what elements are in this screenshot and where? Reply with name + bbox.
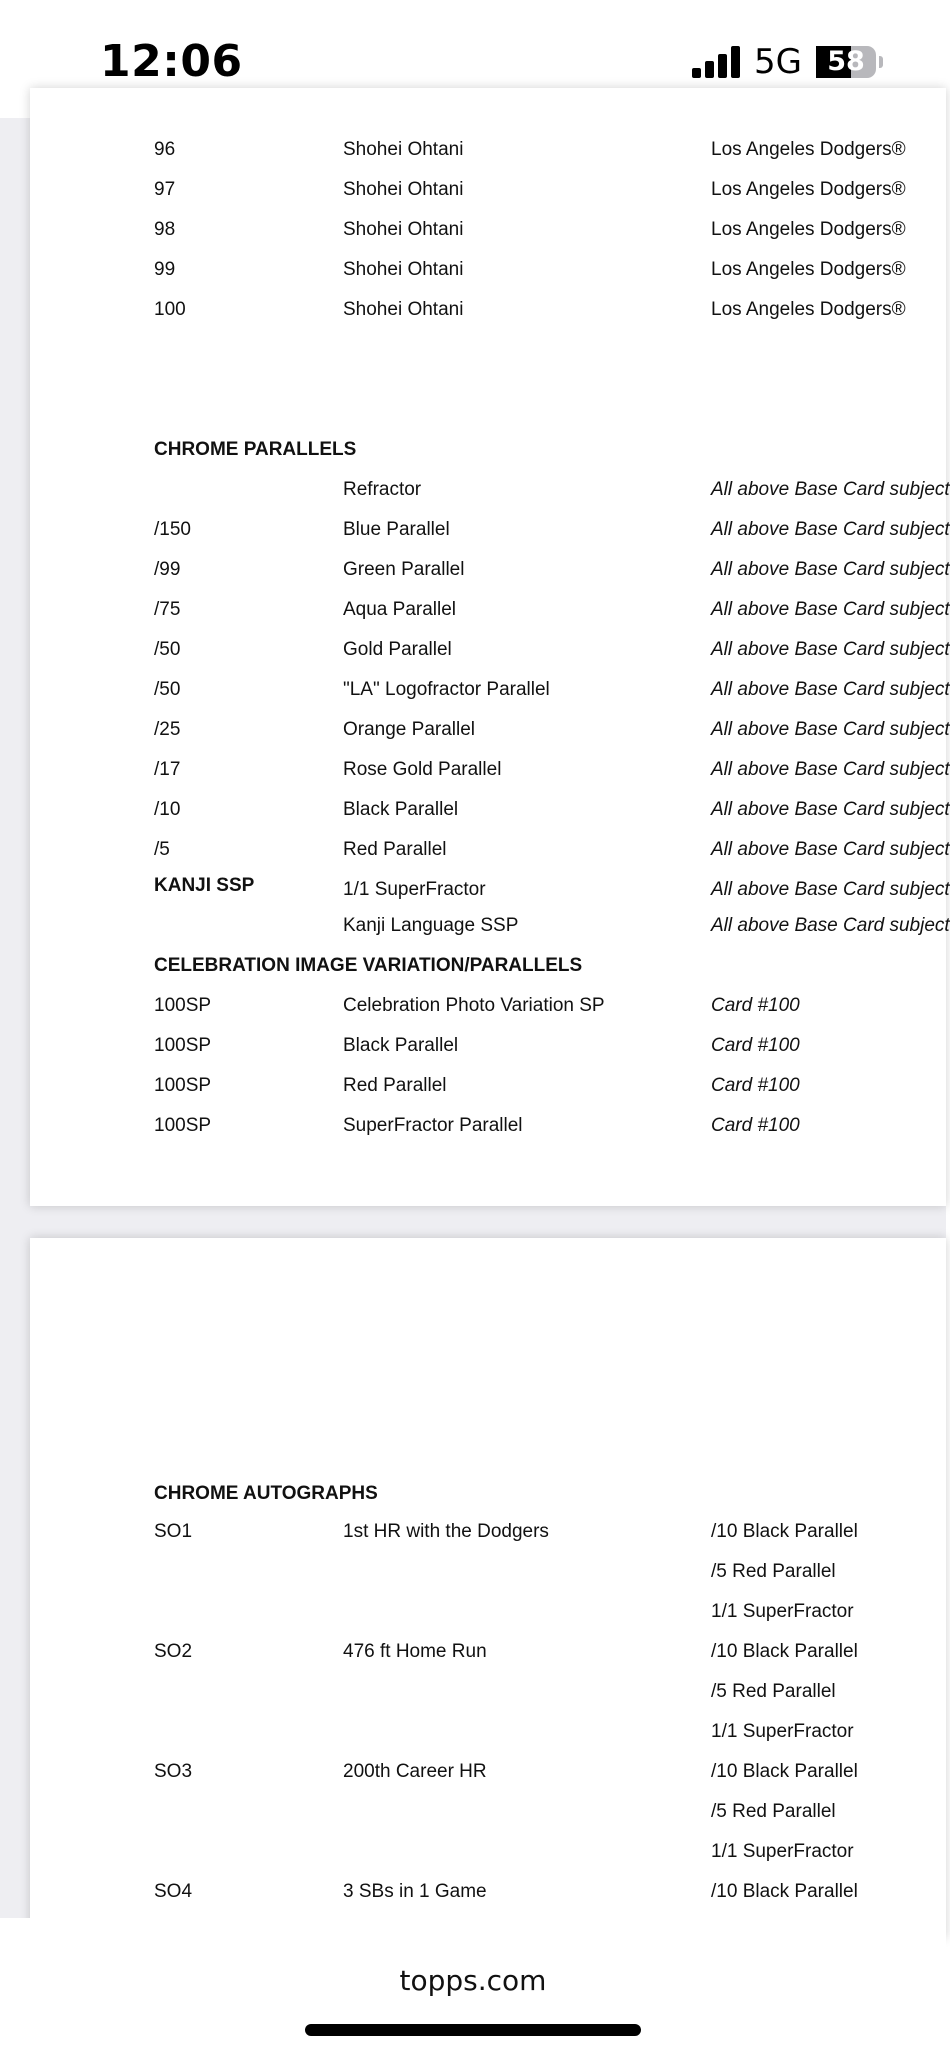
parallel-name: Blue Parallel [343, 519, 450, 540]
parallel-note: All above Base Card subject [711, 839, 950, 860]
parallel-note: All above Base Card subject [711, 799, 950, 820]
variation-name: SuperFractor Parallel [343, 1115, 523, 1136]
card-team: Los Angeles Dodgers® [711, 179, 906, 200]
section-heading-celebration: CELEBRATION IMAGE VARIATION/PARALLELS [154, 955, 583, 976]
table-row [30, 710, 950, 750]
autograph-parallel: 1/1 SuperFractor [711, 1841, 854, 1862]
autograph-parallel: 1/1 SuperFractor [711, 1601, 854, 1622]
parallel-name: "LA" Logofractor Parallel [343, 679, 550, 700]
variation-name: Celebration Photo Variation SP [343, 995, 605, 1016]
print-run: /99 [154, 559, 181, 580]
autograph-subject: 476 ft Home Run [343, 1641, 487, 1662]
card-number: 100SP [154, 1115, 212, 1136]
card-number: SO3 [154, 1761, 193, 1782]
table-row [30, 1066, 946, 1106]
table-row [30, 130, 946, 170]
print-run: /25 [154, 719, 181, 740]
parallel-note: All above Base Card subject [711, 679, 950, 700]
card-player: Shohei Ohtani [343, 139, 464, 160]
table-row [30, 906, 950, 946]
parallel-name: Kanji Language SSP [343, 915, 519, 936]
table-row [30, 986, 946, 1026]
card-number: 100SP [154, 995, 212, 1016]
card-number: 98 [154, 219, 176, 240]
browser-url-bar[interactable] [0, 1918, 946, 2048]
parallel-name: Aqua Parallel [343, 599, 457, 620]
parallel-note: All above Base Card subject [711, 759, 950, 780]
card-number: SO2 [154, 1641, 193, 1662]
battery-percentage: 58 [827, 46, 865, 77]
parallel-note: All above Base Card subject [711, 479, 950, 500]
table-row [30, 290, 946, 330]
card-number: SO4 [154, 1881, 193, 1902]
table-row [30, 470, 950, 510]
table-row [30, 1672, 946, 1712]
card-number: 99 [154, 259, 176, 280]
autograph-parallel: 1/1 SuperFractor [711, 1721, 854, 1742]
parallel-name: Green Parallel [343, 559, 465, 580]
table-row [30, 1026, 946, 1066]
autograph-parallel: /5 Red Parallel [711, 1681, 836, 1702]
table-row [30, 510, 950, 550]
card-player: Shohei Ohtani [343, 259, 464, 280]
autograph-subject: 3 SBs in 1 Game [343, 1881, 487, 1902]
table-row [30, 170, 946, 210]
table-row [30, 1512, 946, 1552]
print-run: /10 [154, 799, 181, 820]
print-run: /50 [154, 679, 181, 700]
autograph-parallel: /5 Red Parallel [711, 1801, 836, 1822]
print-run: /50 [154, 639, 181, 660]
parallel-name: Rose Gold Parallel [343, 759, 502, 780]
table-row [30, 1872, 946, 1912]
table-row [30, 550, 950, 590]
variation-note: Card #100 [711, 1115, 800, 1136]
card-number: 100SP [154, 1035, 212, 1056]
document-page-2 [30, 1238, 946, 1938]
table-row [30, 210, 946, 250]
print-run: /75 [154, 599, 181, 620]
parallel-name: Red Parallel [343, 839, 447, 860]
variation-note: Card #100 [711, 1035, 800, 1056]
table-row [30, 1552, 946, 1592]
card-team: Los Angeles Dodgers® [711, 259, 906, 280]
card-number: 96 [154, 139, 176, 160]
parallel-name: Gold Parallel [343, 639, 452, 660]
table-row [30, 1712, 946, 1752]
card-team: Los Angeles Dodgers® [711, 299, 906, 320]
parallel-note: All above Base Card subject [711, 559, 950, 580]
card-team: Los Angeles Dodgers® [711, 219, 906, 240]
autograph-parallel: /10 Black Parallel [711, 1521, 858, 1542]
table-row [30, 590, 950, 630]
url-text[interactable]: topps.com [399, 1964, 547, 1997]
document-viewer[interactable] [0, 118, 950, 1918]
parallel-note: All above Base Card subject [711, 599, 950, 620]
parallel-note: All above Base Card subject [711, 879, 950, 900]
table-row [30, 790, 950, 830]
autograph-parallel: /10 Black Parallel [711, 1761, 858, 1782]
variation-note: Card #100 [711, 1075, 800, 1096]
variation-name: Red Parallel [343, 1075, 447, 1096]
autograph-subject: 200th Career HR [343, 1761, 487, 1782]
section-heading-kanji-ssp: KANJI SSP [154, 875, 255, 896]
print-run: /150 [154, 519, 191, 540]
battery-nub [879, 56, 883, 68]
section-heading-chrome-autographs: CHROME AUTOGRAPHS [154, 1483, 378, 1504]
parallel-note: All above Base Card subject [711, 519, 950, 540]
parallel-name: Black Parallel [343, 799, 459, 820]
document-page-1 [30, 88, 950, 1206]
card-player: Shohei Ohtani [343, 179, 464, 200]
table-row [30, 830, 950, 870]
table-row [30, 1792, 946, 1832]
table-row [30, 1592, 946, 1632]
parallel-note: All above Base Card subject [711, 719, 950, 740]
home-indicator[interactable] [305, 2024, 641, 2036]
card-number: 97 [154, 179, 176, 200]
autograph-parallel: /10 Black Parallel [711, 1641, 858, 1662]
card-number: 100SP [154, 1075, 212, 1096]
table-row [30, 630, 950, 670]
battery-icon [816, 46, 876, 78]
table-row [30, 1632, 946, 1672]
card-team: Los Angeles Dodgers® [711, 139, 906, 160]
table-row [30, 750, 950, 790]
variation-note: Card #100 [711, 995, 800, 1016]
autograph-subject: 1st HR with the Dodgers [343, 1521, 549, 1542]
parallel-name: 1/1 SuperFractor [343, 879, 486, 900]
parallel-name: Orange Parallel [343, 719, 476, 740]
section-heading-chrome-parallels: CHROME PARALLELS [154, 439, 357, 460]
card-player: Shohei Ohtani [343, 299, 464, 320]
parallel-note: All above Base Card subject [711, 639, 950, 660]
table-row [30, 1106, 946, 1146]
network-type: 5G [754, 42, 802, 82]
autograph-parallel: /5 Red Parallel [711, 1561, 836, 1582]
variation-name: Black Parallel [343, 1035, 459, 1056]
table-row [30, 1752, 946, 1792]
card-number: 100 [154, 299, 186, 320]
print-run: /5 [154, 839, 170, 860]
card-player: Shohei Ohtani [343, 219, 464, 240]
card-number: SO1 [154, 1521, 193, 1542]
parallel-name: Refractor [343, 479, 422, 500]
signal-strength-icon [692, 46, 740, 78]
table-row [30, 1832, 946, 1872]
print-run: /17 [154, 759, 181, 780]
status-time: 12:06 [100, 36, 243, 87]
autograph-parallel: /10 Black Parallel [711, 1881, 858, 1902]
table-row [30, 670, 950, 710]
parallel-note: All above Base Card subject [711, 915, 950, 936]
table-row [30, 250, 946, 290]
